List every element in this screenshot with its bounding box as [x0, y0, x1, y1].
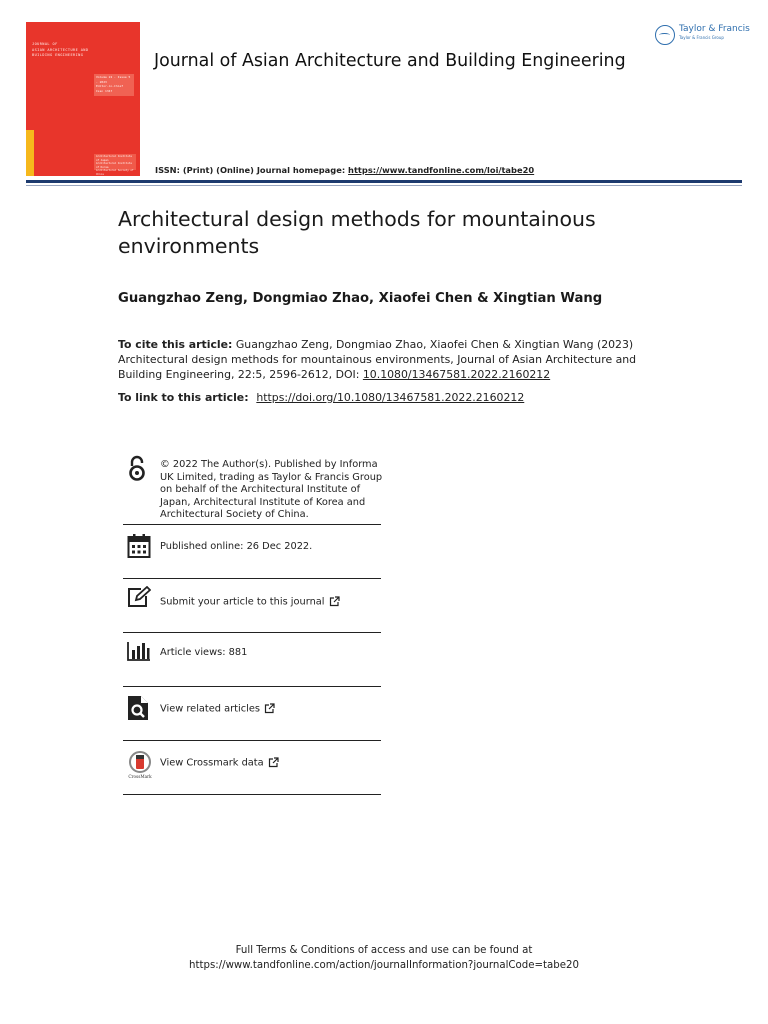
issn-line: [155, 165, 534, 175]
open-access-icon: [127, 455, 147, 487]
header-rule-thin: [26, 185, 742, 186]
copyright-text: © 2022 The Author(s). Published by Informa UK Limited, trading as Taylor & Francis Group on behalf of the Architectural Institute of Japan, Architectural Institute of Korea and Architectural Society of China.: [160, 459, 383, 520]
related-row[interactable]: [123, 687, 381, 741]
logo-mark-icon: [655, 25, 675, 45]
cite-label: To cite this article:: [118, 338, 233, 351]
crossmark-icon: [127, 751, 153, 783]
cite-text: Guangzhao Zeng, Dongmiao Zhao, Xiaofei Chen & Xingtian Wang (2023) Architectural design methods for mountainous environments, Journal of Asian Architecture and Building Engineering, 22:5, 2596-2612, DOI:: [118, 338, 637, 381]
header-rule: [26, 180, 742, 183]
journal-homepage-link[interactable]: https://www.tandfonline.com/loi/tabe20: [348, 165, 535, 175]
crossmark-logo-text: CrossMark: [128, 774, 152, 779]
external-link-icon: [329, 596, 340, 607]
crossmark-label: View Crossmark data: [160, 757, 264, 769]
citation-block: [118, 337, 648, 382]
article-doi-url[interactable]: https://doi.org/10.1080/13467581.2022.2160212: [256, 391, 525, 404]
taylor-francis-logo: [654, 22, 750, 48]
article-authors: Guangzhao Zeng, Dongmiao Zhao, Xiaofei Chen & Xingtian Wang: [118, 291, 603, 306]
submit-row[interactable]: [123, 579, 381, 633]
copyright-row: [123, 450, 381, 525]
cover-footer-box: Architectural Institute of Japan Architectural Institute of Korea Architectural Society of China: [94, 154, 136, 170]
cover-issue-box: Volume 22 · Issue 5 · 2023 Editor-in-Chief Issn 1347: [94, 74, 134, 96]
submit-article-link[interactable]: [160, 596, 340, 609]
link-label: To link to this article:: [118, 391, 253, 404]
terms-line: Full Terms & Conditions of access and use can be found at: [235, 945, 533, 956]
article-views: Article views: 881: [160, 647, 248, 658]
logo-subtitle: Taylor & Francis Group: [679, 35, 724, 40]
submit-label: Submit your article to this journal: [160, 596, 325, 608]
bar-chart-icon: [127, 641, 151, 665]
crossmark-row[interactable]: [123, 741, 381, 795]
logo-brand: Taylor & Francis: [679, 24, 750, 34]
cover-title: JOURNAL OF ASIAN ARCHITECTURE AND BUILDING ENGINEERING: [32, 42, 89, 58]
edit-icon: [127, 586, 151, 612]
crossmark-link[interactable]: [160, 757, 279, 770]
terms-url[interactable]: https://www.tandfonline.com/action/journalInformation?journalCode=tabe20: [189, 960, 579, 971]
journal-name: Journal of Asian Architecture and Building Engineering: [154, 51, 626, 71]
doi-link[interactable]: 10.1080/13467581.2022.2160212: [362, 368, 551, 381]
external-link-icon: [268, 757, 279, 768]
related-articles-link[interactable]: [160, 703, 275, 716]
views-row: [123, 633, 381, 687]
calendar-icon: [127, 533, 151, 563]
article-info-list: [123, 450, 381, 795]
published-row: [123, 525, 381, 579]
external-link-icon: [264, 703, 275, 714]
link-to-article: [118, 391, 524, 404]
issn-label: ISSN: (Print) (Online) Journal homepage:: [155, 165, 349, 175]
terms-footer: [0, 943, 768, 973]
related-label: View related articles: [160, 703, 260, 715]
cover-strip: [26, 130, 34, 176]
journal-cover-image: [26, 22, 140, 176]
related-articles-icon: [127, 695, 149, 725]
published-date: Published online: 26 Dec 2022.: [160, 541, 313, 552]
article-title: Architectural design methods for mountainous environments: [118, 207, 596, 258]
